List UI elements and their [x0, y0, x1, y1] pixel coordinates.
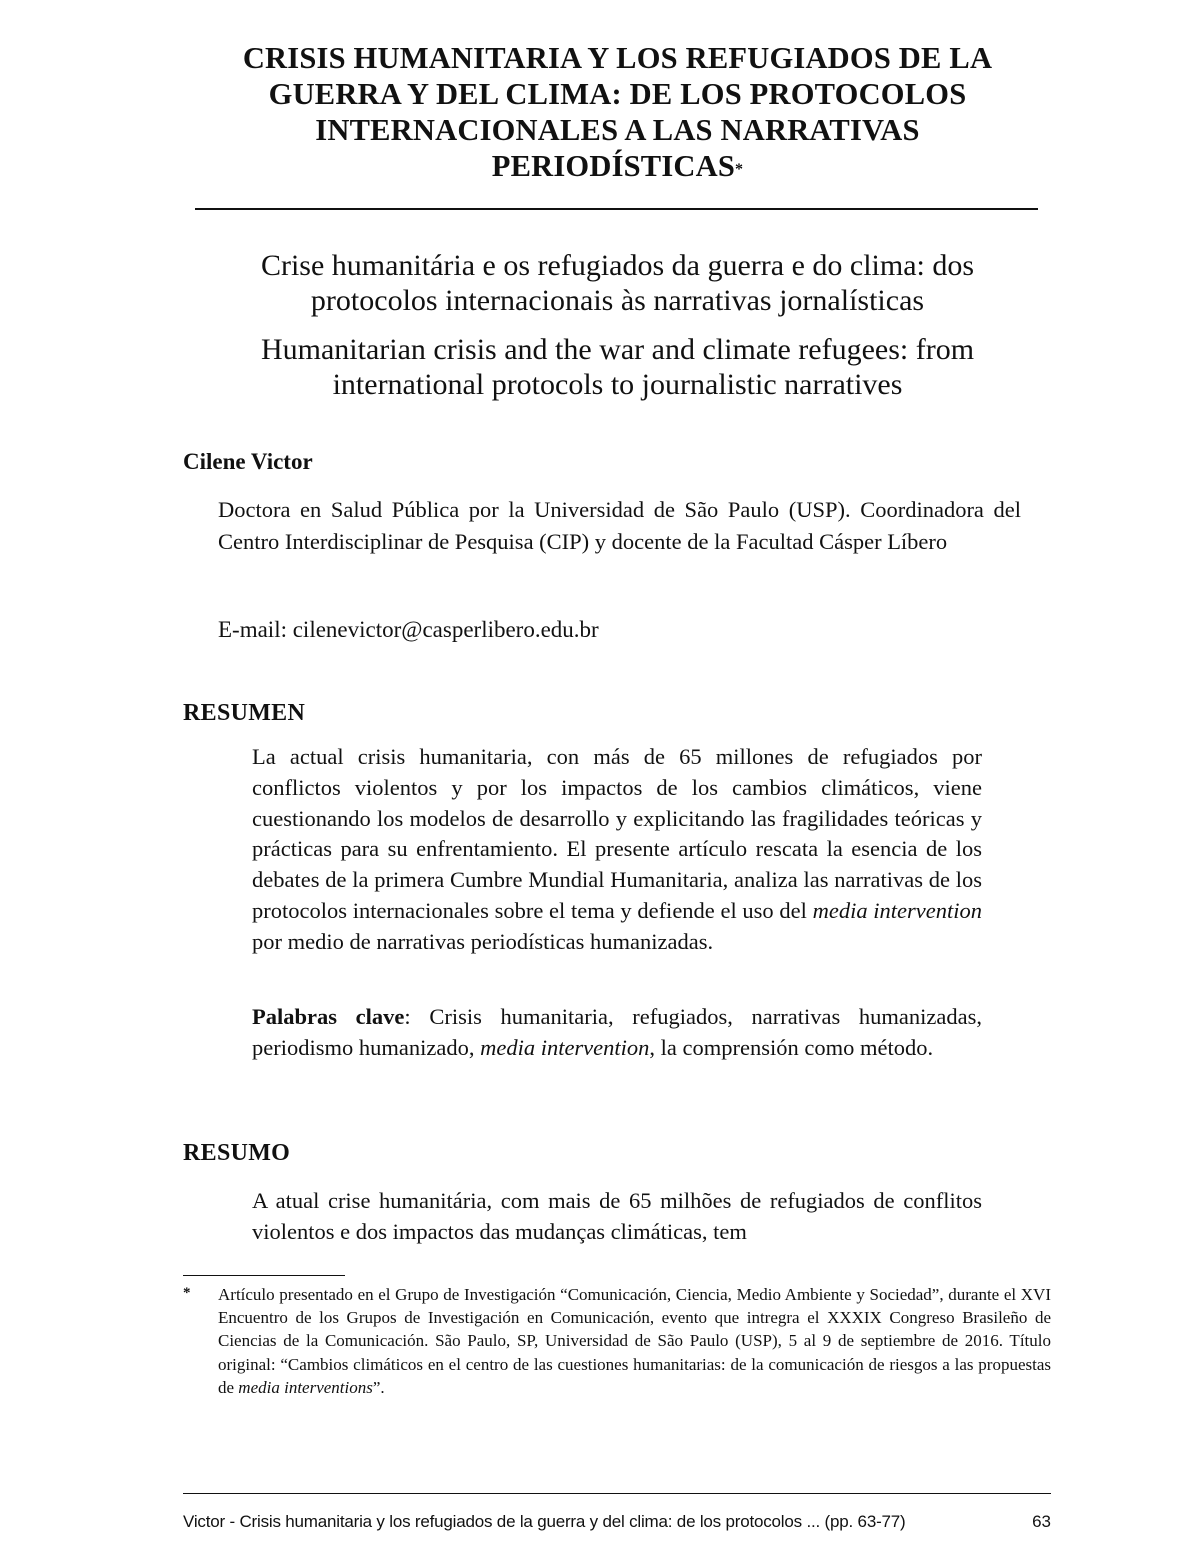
keywords	[252, 1002, 982, 1064]
footnote-body: Artículo presentado en el Grupo de Investigación “Comunicación, Ciencia, Medio Ambiente y Sociedad”, durante el XVI Encuentro de los Grupos de Investigación en Comunicación, evento que intregra el XXXIX Congreso Brasileño de Ciencias de la Comunicación. São Paulo, SP, Universidad de São Paulo (USP), 5 al 9 de septiembre de 2016. Título original: “Cambios climáticos en el centro de las cuestiones humanitarias: de la comunicación de riesgos a las propuestas de	[218, 1285, 1051, 1397]
resumen-heading: RESUMEN	[183, 700, 306, 726]
resumo-heading: RESUMO	[183, 1140, 291, 1166]
footnote-italic-term: media interventions	[238, 1377, 373, 1397]
author-name: Cilene Victor	[183, 449, 313, 474]
author-affiliation: Doctora en Salud Pública por la Universidad de São Paulo (USP). Coordinadora del Centro Interdisciplinar de Pesquisa (CIP) y docente de la Facultad Cásper Líbero	[218, 497, 1021, 554]
author-email: E-mail: cilenevictor@casperlibero.edu.br	[218, 617, 599, 642]
title-divider	[195, 208, 1038, 210]
article-title-text: CRISIS HUMANITARIA Y LOS REFUGIADOS DE LA GUERRA Y DEL CLIMA: DE LOS PROTOCOLOS INTERNACIONALES A LAS NARRATIVAS PERIODÍSTICAS	[242, 41, 993, 183]
keywords-italic-term: media intervention	[480, 1034, 650, 1060]
resumen-italic-term: media intervention	[812, 897, 982, 923]
keywords-label: Palabras clave	[252, 1004, 405, 1029]
footnote-body-end: ”.	[372, 1377, 385, 1397]
keywords-list-end: , la comprensión como método.	[649, 1034, 934, 1060]
footnote-mark: *	[183, 1285, 191, 1301]
resumen-text-end: por medio de narrativas periodísticas humanizadas.	[252, 928, 714, 954]
footnote-text	[218, 1283, 1051, 1399]
keywords-list: : Crisis humanitaria, refugiados, narrativas humanizadas, periodismo humanizado,	[252, 1004, 982, 1060]
subtitle-english: Humanitarian crisis and the war and climate refugees: from international protocols to journalistic narratives	[260, 333, 975, 401]
running-footer: Victor - Crisis humanitaria y los refugiados de la guerra y del clima: de los protocolos ... (pp. 63-77)	[183, 1512, 906, 1531]
subtitle-portuguese: Crise humanitária e os refugiados da guerra e do clima: dos protocolos internacionais às narrativas jornalísticas	[260, 249, 975, 317]
footnote-divider	[183, 1275, 345, 1276]
resumen-body	[252, 742, 982, 958]
resumen-text: La actual crisis humanitaria, con más de 65 millones de refugiados por conflictos violentos y por los impactos de los cambios climáticos, viene cuestionando los modelos de desarrollo y explicitando las fragilidades teóricas y prácticas para su enfrentamiento. El presente artículo rescata la esencia de los debates de la primera Cumbre Mundial Humanitaria, analiza las narrativas de los protocolos internacionales sobre el tema y defiende el uso del	[252, 744, 982, 923]
footer-divider	[183, 1493, 1051, 1494]
page-number: 63	[1032, 1512, 1051, 1531]
title-footnote-mark: *	[735, 161, 744, 178]
resumo-body: A atual crise humanitária, com mais de 65 milhões de refugiados de conflitos violentos e dos impactos das mudanças climáticas, tem	[252, 1188, 982, 1244]
article-title	[200, 40, 1035, 188]
